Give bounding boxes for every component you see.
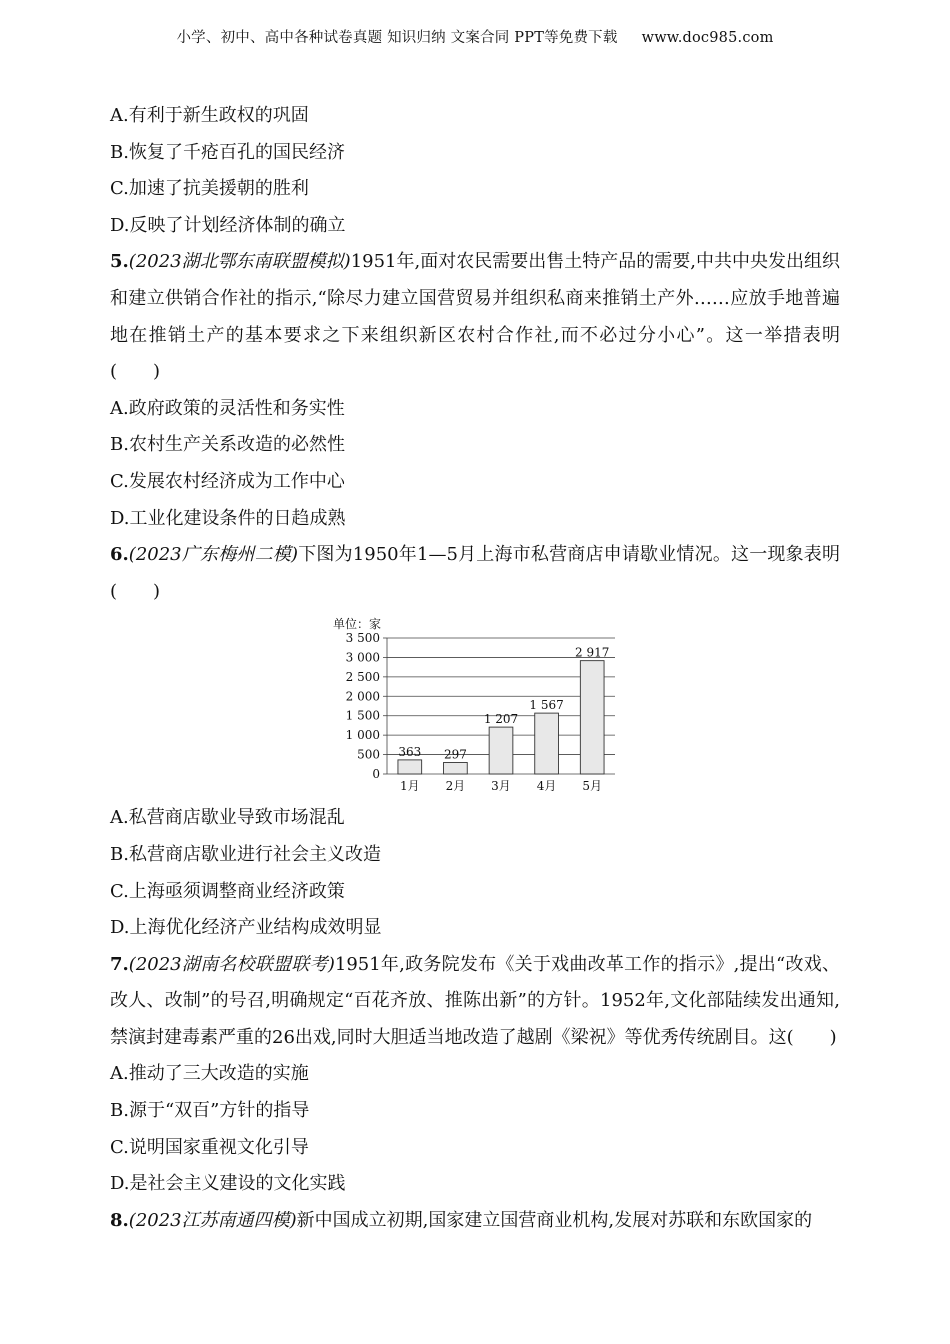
option-d[interactable]: D.工业化建设条件的日趋成熟 xyxy=(110,507,346,529)
closure-bar-chart-figure xyxy=(110,610,840,800)
option-d[interactable]: D.是社会主义建设的文化实践 xyxy=(110,1173,346,1195)
option-c[interactable]: C.说明国家重视文化引导 xyxy=(110,1136,309,1158)
question-8-stem xyxy=(110,1203,840,1240)
y-tick-label: 3 500 xyxy=(345,631,380,646)
question-number: 8. xyxy=(110,1209,129,1231)
option-d[interactable]: D.上海优化经济产业结构成效明显 xyxy=(110,917,382,939)
y-tick-label: 0 xyxy=(372,767,380,782)
page-header xyxy=(0,26,950,47)
y-tick-label: 2 000 xyxy=(345,689,380,704)
question-number: 6. xyxy=(110,544,129,566)
bar xyxy=(489,727,513,774)
closure-bar-chart xyxy=(325,614,625,796)
q4-options xyxy=(110,98,840,244)
option-b[interactable]: B.恢复了千疮百孔的国民经济 xyxy=(110,141,345,163)
question-text: 1951年,面对农民需要出售土特产品的需要,中共中央发出组织和建立供销合作社的指示,“除尽力建立国营贸易并组织私商来推销土产外……应放手地普遍地在推销土产的基本要求之下来组织新区农村合作社,而不必过分小心”。这一举措表明( ) xyxy=(110,251,841,383)
question-8 xyxy=(110,1203,840,1240)
question-source: (2023广东梅州二模) xyxy=(128,544,299,566)
x-tick-label: 4月 xyxy=(536,779,557,794)
option-a[interactable]: A.政府政策的灵活性和务实性 xyxy=(110,397,345,419)
x-tick-label: 1月 xyxy=(399,779,420,794)
header-site-link[interactable]: www.doc985.com xyxy=(641,30,774,46)
bar xyxy=(444,763,468,775)
question-6-stem xyxy=(110,537,840,610)
option-c[interactable]: C.发展农村经济成为工作中心 xyxy=(110,470,345,492)
question-5-stem xyxy=(110,244,840,390)
question-number: 7. xyxy=(110,953,129,975)
x-tick-label: 3月 xyxy=(491,779,511,794)
y-tick-label: 500 xyxy=(357,747,380,762)
bar xyxy=(535,713,559,774)
option-c[interactable]: C.加速了抗美援朝的胜利 xyxy=(110,178,309,200)
question-text: 新中国成立初期,国家建立国营商业机构,发展对苏联和东欧国家的 xyxy=(296,1209,813,1231)
y-tick-label: 1 000 xyxy=(345,728,380,743)
option-b[interactable]: B.源于“双百”方针的指导 xyxy=(110,1100,310,1122)
y-tick-label: 3 000 xyxy=(345,650,380,665)
question-7-stem xyxy=(110,947,840,1057)
chart-unit-label: 单位：家 xyxy=(333,617,382,632)
bar-value-label: 1 207 xyxy=(483,712,519,727)
y-tick-label: 2 500 xyxy=(345,670,380,685)
question-7 xyxy=(110,947,840,1203)
option-b[interactable]: B.私营商店歇业进行社会主义改造 xyxy=(110,843,381,865)
x-tick-label: 2月 xyxy=(445,779,466,794)
x-tick-label: 5月 xyxy=(582,779,603,794)
option-c[interactable]: C.上海亟须调整商业经济政策 xyxy=(110,880,345,902)
question-5 xyxy=(110,244,840,537)
option-a[interactable]: A.推动了三大改造的实施 xyxy=(110,1063,309,1085)
question-number: 5. xyxy=(110,251,129,273)
question-source: (2023江苏南通四模) xyxy=(128,1209,297,1231)
page-content xyxy=(110,98,840,1239)
question-source: (2023湖南名校联盟联考) xyxy=(128,953,335,975)
bar xyxy=(580,661,604,774)
option-d[interactable]: D.反映了计划经济体制的确立 xyxy=(110,214,346,236)
header-text: 小学、初中、高中各种试卷真题 知识归纳 文案合同 PPT等免费下载 xyxy=(176,30,618,46)
bar-value-label: 2 917 xyxy=(575,645,610,660)
question-6 xyxy=(110,537,840,947)
option-a[interactable]: A.私营商店歇业导致市场混乱 xyxy=(110,807,345,829)
question-source: (2023湖北鄂东南联盟模拟) xyxy=(128,251,351,273)
bar xyxy=(398,760,422,774)
question-text: 下图为1950年1—5月上海市私营商店申请歇业情况。这一现象表明( ) xyxy=(110,544,840,602)
bar-value-label: 363 xyxy=(398,745,422,760)
option-a[interactable]: A.有利于新生政权的巩固 xyxy=(110,105,309,126)
bar-value-label: 297 xyxy=(443,747,467,762)
bar-value-label: 1 567 xyxy=(529,698,564,713)
option-b[interactable]: B.农村生产关系改造的必然性 xyxy=(110,434,345,456)
y-tick-label: 1 500 xyxy=(345,709,380,724)
question-text: 1951年,政务院发布《关于戏曲改革工作的指示》,提出“改戏、改人、改制”的号召,明确规定“百花齐放、推陈出新”的方针。1952年,文化部陆续发出通知,禁演封建毒素严重的26出戏,同时大胆适当地改造了越剧《梁祝》等优秀传统剧目。这( ) xyxy=(110,953,840,1048)
